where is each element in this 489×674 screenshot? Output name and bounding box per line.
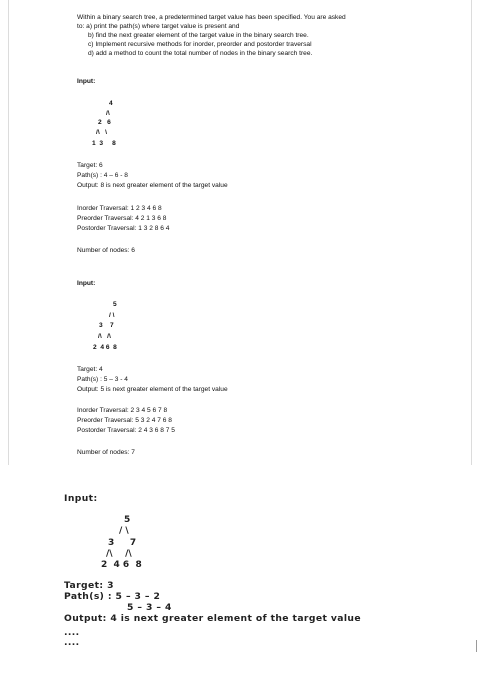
example2-tree-row-4: /\ /\	[98, 333, 111, 340]
example3-tree-row-2: / \	[119, 526, 129, 536]
example1-inorder: Inorder Traversal: 1 2 3 4 6 8	[77, 205, 162, 212]
example1-output: Output: 8 is next greater element of the target value	[77, 182, 228, 189]
example1-tree-row-1: 4	[109, 100, 113, 107]
problem-line-1: Within a binary search tree, a predetermined target value has been specified. You are asked	[77, 14, 346, 21]
example1-tree-row-5: 1 3 8	[92, 140, 116, 147]
example1-paths: Path(s) : 4 – 6 - 8	[77, 172, 128, 179]
example3-path-1: Path(s) : 5 – 3 – 2	[64, 591, 161, 602]
example2-tree-row-5: 2 4 6 8	[93, 344, 117, 351]
text-cursor	[476, 640, 477, 652]
example2-tree-row-1: 5	[113, 301, 117, 308]
example1-tree-row-3: 2 6	[98, 119, 111, 126]
example2-inorder: Inorder Traversal: 2 3 4 5 6 7 8	[77, 407, 168, 414]
example1-preorder: Preorder Traversal: 4 2 1 3 6 8	[77, 215, 167, 222]
example2-tree-row-2: / \	[109, 312, 115, 319]
example2-paths: Path(s) : 5 – 3 - 4	[77, 376, 128, 383]
example1-tree-row-2: /\	[106, 110, 110, 117]
example2-postorder: Postorder Traversal: 2 4 3 6 8 7 5	[77, 427, 175, 434]
zoomed-example-section	[0, 465, 489, 674]
example1-target: Target: 6	[77, 162, 103, 169]
example3-ellipsis-2: ....	[64, 637, 80, 648]
example3-input-label: Input:	[64, 493, 98, 504]
example1-postorder: Postorder Traversal: 1 3 2 8 6 4	[77, 225, 170, 232]
example2-preorder: Preorder Traversal: 5 3 2 4 7 6 8	[77, 417, 172, 424]
example3-tree-row-1: 5	[124, 515, 131, 525]
example3-output: Output: 4 is next greater element of the target value	[64, 613, 361, 624]
example1-tree-row-4: /\ \	[96, 129, 107, 136]
example1-input-label: Input:	[77, 78, 96, 85]
example2-target: Target: 4	[77, 366, 103, 373]
example3-ellipsis-1: ....	[64, 627, 80, 638]
example2-input-label: Input:	[77, 280, 96, 287]
example3-target: Target: 3	[64, 580, 114, 591]
example3-path-2: 5 – 3 – 4	[127, 602, 172, 613]
problem-line-5: d) add a method to count the total number of nodes in the binary search tree.	[88, 50, 313, 57]
example2-node-count: Number of nodes: 7	[77, 449, 135, 456]
problem-line-4: c) Implement recursive methods for inorder, preorder and postorder traversal	[88, 41, 312, 48]
example2-tree-row-3: 3 7	[99, 322, 114, 329]
example3-tree-row-4: /\ /\	[106, 549, 132, 559]
document-page	[8, 0, 472, 466]
problem-line-2: to: a) print the path(s) where target value is present and	[77, 23, 240, 30]
example1-node-count: Number of nodes: 6	[77, 247, 135, 254]
example3-tree-row-3: 3 7	[108, 538, 137, 548]
example2-output: Output: 5 is next greater element of the target value	[77, 386, 228, 393]
example3-tree-row-5: 2 4 6 8	[101, 560, 142, 570]
problem-line-3: b) find the next greater element of the target value in the binary search tree.	[88, 32, 309, 39]
